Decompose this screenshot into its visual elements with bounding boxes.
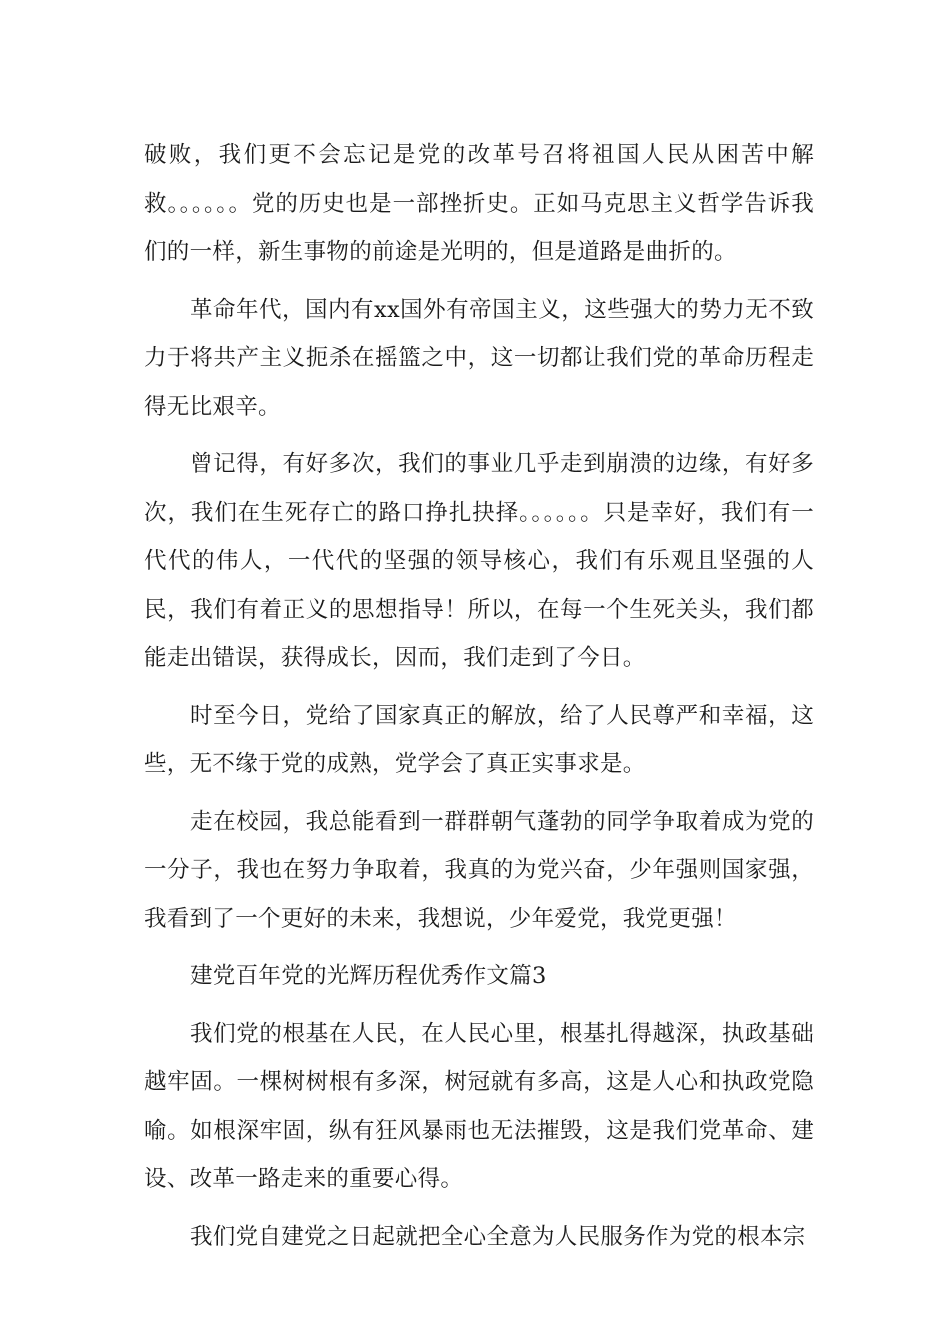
document-body	[144, 131, 814, 1270]
paragraph-2: 革命年代，国内有xx国外有帝国主义，这些强大的势力无不致力于将共产主义扼杀在摇篮之中，这一切都让我们党的革命历程走得无比艰辛。	[144, 296, 814, 420]
paragraph-4: 时至今日，党给了国家真正的解放，给了人民尊严和幸福，这些，无不缘于党的成熟，党学会了真正实事求是。	[144, 702, 814, 777]
paragraph-7: 我们党自建党之日起就把全心全意为人民服务作为党的根本宗	[190, 1223, 806, 1250]
section-heading: 建党百年党的光辉历程优秀作文篇3	[190, 963, 547, 989]
paragraph-3: 曾记得，有好多次，我们的事业几乎走到崩溃的边缘，有好多次，我们在生死存亡的路口挣扎抉择。。。。。。只是幸好，我们有一代代的伟人，一代代的坚强的领导核心，我们有乐观且坚强的人民，我们有着正义的思想指导！所以，在每一个生死关头，我们都能走出错误，获得成长，因而，我们走到了今日。	[144, 451, 814, 671]
paragraph-1: 破败，我们更不会忘记是党的改革号召将祖国人民从困苦中解救。。。。。。党的历史也是一部挫折史。正如马克思主义哲学告诉我们的一样，新生事物的前途是光明的，但是道路是曲折的。	[144, 142, 814, 265]
paragraph-6: 我们党的根基在人民，在人民心里，根基扎得越深，执政基础越牢固。一棵树树根有多深，树冠就有多高，这是人心和执政党隐喻。如根深牢固，纵有狂风暴雨也无法摧毁，这是我们党革命、建设、改革一路走来的重要心得。	[144, 1020, 814, 1192]
paragraph-5: 走在校园，我总能看到一群群朝气蓬勃的同学争取着成为党的一分子，我也在努力争取着，我真的为党兴奋，少年强则国家强，我看到了一个更好的未来，我想说，少年爱党，我党更强！	[144, 808, 814, 932]
